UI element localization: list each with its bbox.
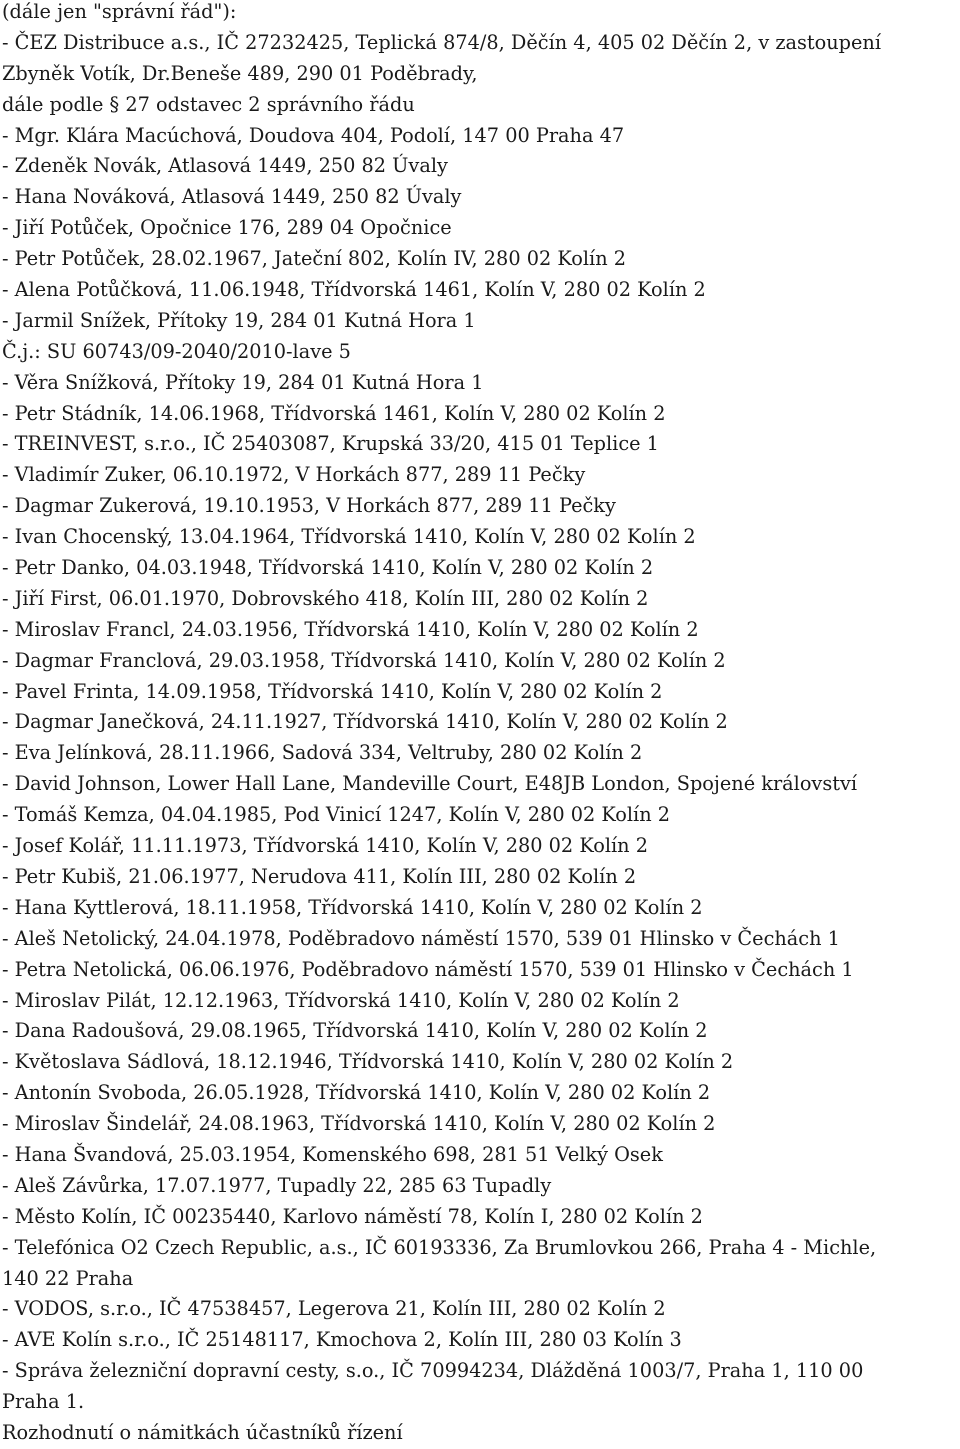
text-line: - Hana Nováková, Atlasová 1449, 250 82 Úvaly (2, 185, 462, 209)
text-line: - Vladimír Zuker, 06.10.1972, V Horkách 877, 289 11 Pečky (2, 463, 586, 487)
text-line: - Telefónica O2 Czech Republic, a.s., IČ 60193336, Za Brumlovkou 266, Praha 4 - Michle, (2, 1235, 877, 1259)
text-line: - Alena Potůčková, 11.06.1948, Třídvorská 1461, Kolín V, 280 02 Kolín 2 (2, 278, 706, 302)
text-line: (dále jen "správní řád"): (2, 0, 237, 23)
text-line: - Jarmil Snížek, Přítoky 19, 284 01 Kutná Hora 1 (2, 308, 476, 332)
text-line: Rozhodnutí o námitkách účastníků řízení (2, 1420, 403, 1444)
text-line: - Hana Kyttlerová, 18.11.1958, Třídvorská 1410, Kolín V, 280 02 Kolín 2 (2, 895, 703, 919)
text-line: - Miroslav Francl, 24.03.1956, Třídvorská 1410, Kolín V, 280 02 Kolín 2 (2, 617, 699, 641)
text-line: - Petra Netolická, 06.06.1976, Poděbradovo náměstí 1570, 539 01 Hlinsko v Čechách 1 (2, 957, 854, 981)
text-line: - Aleš Závůrka, 17.07.1977, Tupadly 22, 285 63 Tupadly (2, 1173, 552, 1197)
text-line: - Petr Potůček, 28.02.1967, Jateční 802, Kolín IV, 280 02 Kolín 2 (2, 247, 627, 271)
text-line: - Antonín Svoboda, 26.05.1928, Třídvorská 1410, Kolín V, 280 02 Kolín 2 (2, 1081, 711, 1105)
text-line: - Dagmar Janečková, 24.11.1927, Třídvorská 1410, Kolín V, 280 02 Kolín 2 (2, 710, 728, 734)
text-line: dále podle § 27 odstavec 2 správního řádu (2, 92, 415, 116)
text-line: - Správa železniční dopravní cesty, s.o., IČ 70994234, Dlážděná 1003/7, Praha 1, 110 00 (2, 1359, 864, 1383)
text-line: - David Johnson, Lower Hall Lane, Mandeville Court, E48JB London, Spojené království (2, 772, 858, 796)
text-line: - Město Kolín, IČ 00235440, Karlovo náměstí 78, Kolín I, 280 02 Kolín 2 (2, 1204, 703, 1228)
text-line: - Hana Švandová, 25.03.1954, Komenského 698, 281 51 Velký Osek (2, 1142, 663, 1166)
text-line: - AVE Kolín s.r.o., IČ 25148117, Kmochova 2, Kolín III, 280 03 Kolín 3 (2, 1328, 682, 1352)
document-body (2, 0, 958, 1449)
text-line: - Petr Kubiš, 21.06.1977, Nerudova 411, Kolín III, 280 02 Kolín 2 (2, 864, 637, 888)
text-line: 140 22 Praha (2, 1266, 134, 1290)
text-line: - Ivan Chocenský, 13.04.1964, Třídvorská 1410, Kolín V, 280 02 Kolín 2 (2, 525, 696, 549)
text-line: - Dagmar Zukerová, 19.10.1953, V Horkách 877, 289 11 Pečky (2, 494, 616, 518)
text-line: - VODOS, s.r.o., IČ 47538457, Legerova 21, Kolín III, 280 02 Kolín 2 (2, 1297, 666, 1321)
text-line: - Miroslav Šindelář, 24.08.1963, Třídvorská 1410, Kolín V, 280 02 Kolín 2 (2, 1112, 716, 1136)
text-line: - Květoslava Sádlová, 18.12.1946, Třídvorská 1410, Kolín V, 280 02 Kolín 2 (2, 1050, 734, 1074)
text-line: - Mgr. Klára Macúchová, Doudova 404, Podolí, 147 00 Praha 47 (2, 123, 625, 147)
text-line: - Josef Kolář, 11.11.1973, Třídvorská 1410, Kolín V, 280 02 Kolín 2 (2, 834, 648, 858)
text-line: - Petr Danko, 04.03.1948, Třídvorská 1410, Kolín V, 280 02 Kolín 2 (2, 556, 654, 580)
text-line: - Pavel Frinta, 14.09.1958, Třídvorská 1410, Kolín V, 280 02 Kolín 2 (2, 679, 663, 703)
text-line: Č.j.: SU 60743/09-2040/2010-lave 5 (2, 339, 351, 363)
text-line: - Eva Jelínková, 28.11.1966, Sadová 334, Veltruby, 280 02 Kolín 2 (2, 741, 643, 765)
text-line: - ČEZ Distribuce a.s., IČ 27232425, Teplická 874/8, Děčín 4, 405 02 Děčín 2, v zastoupení (2, 30, 882, 54)
text-line: - TREINVEST, s.r.o., IČ 25403087, Krupská 33/20, 415 01 Teplice 1 (2, 432, 659, 456)
text-line: - Jiří Potůček, Opočnice 176, 289 04 Opočnice (2, 216, 452, 240)
text-line: - Jiří First, 06.01.1970, Dobrovského 418, Kolín III, 280 02 Kolín 2 (2, 586, 649, 610)
text-line: - Dana Radoušová, 29.08.1965, Třídvorská 1410, Kolín V, 280 02 Kolín 2 (2, 1019, 708, 1043)
text-line: - Petr Stádník, 14.06.1968, Třídvorská 1461, Kolín V, 280 02 Kolín 2 (2, 401, 666, 425)
text-line: - Zdeněk Novák, Atlasová 1449, 250 82 Úvaly (2, 154, 448, 178)
text-line: - Dagmar Franclová, 29.03.1958, Třídvorská 1410, Kolín V, 280 02 Kolín 2 (2, 648, 726, 672)
text-line: - Tomáš Kemza, 04.04.1985, Pod Vinicí 1247, Kolín V, 280 02 Kolín 2 (2, 803, 671, 827)
text-line: Praha 1. (2, 1390, 85, 1414)
text-line: - Věra Snížková, Přítoky 19, 284 01 Kutná Hora 1 (2, 370, 484, 394)
text-line: Zbyněk Votík, Dr.Beneše 489, 290 01 Poděbrady, (2, 61, 478, 85)
text-line: - Aleš Netolický, 24.04.1978, Poděbradovo náměstí 1570, 539 01 Hlinsko v Čechách 1 (2, 926, 840, 950)
text-line: - Miroslav Pilát, 12.12.1963, Třídvorská 1410, Kolín V, 280 02 Kolín 2 (2, 988, 680, 1012)
